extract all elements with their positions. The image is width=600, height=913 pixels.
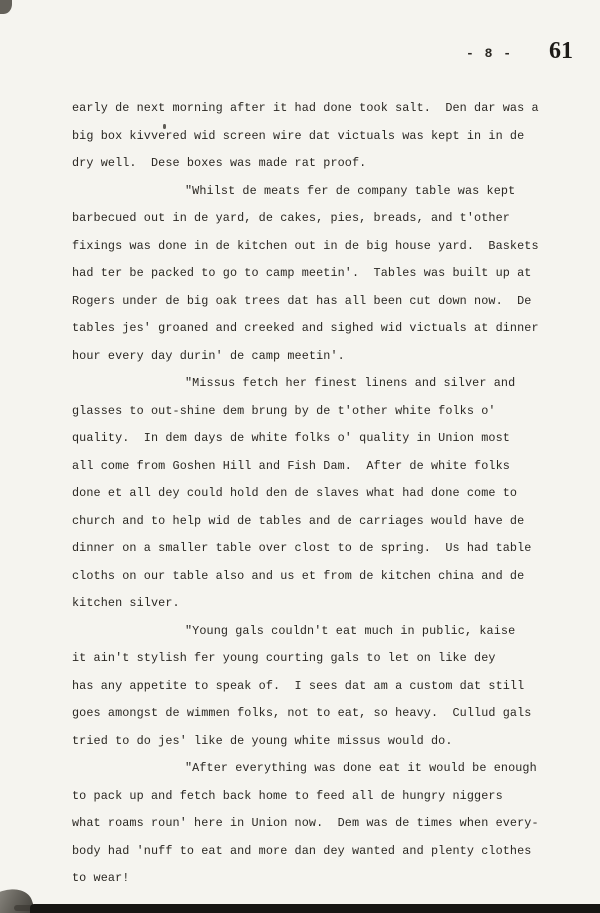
text-line: has any appetite to speak of. I sees dat am a custom dat still xyxy=(72,678,525,693)
text-line: Rogers under de big oak trees dat has all been cut down now. De xyxy=(72,293,532,308)
text-line: "Young gals couldn't eat much in public, kaise xyxy=(185,623,516,638)
document-body xyxy=(72,95,552,893)
text-line: kitchen silver. xyxy=(72,596,180,610)
text-line: cloths on our table also and us et from de kitchen china and de xyxy=(72,568,525,583)
text-line: to wear! xyxy=(72,871,130,885)
text-line: to pack up and fetch back home to feed all de hungry niggers xyxy=(72,788,503,803)
text-line: barbecued out in de yard, de cakes, pies, breads, and t'other xyxy=(72,211,510,225)
text-line: "Missus fetch her finest linens and silver and xyxy=(185,376,516,390)
text-line: church and to help wid de tables and de carriages would have de xyxy=(72,513,525,528)
text-line: done et all dey could hold den de slaves what had done come to xyxy=(72,486,518,500)
text-line: tables jes' groaned and creeked and sighed wid victuals at dinner xyxy=(72,321,539,335)
text-line: dinner on a smaller table over clost to de spring. Us had table xyxy=(72,541,532,555)
text-line: "After everything was done eat it would be enough xyxy=(185,761,537,775)
text-line: dry well. Dese boxes was made rat proof. xyxy=(72,156,367,170)
page-number: 61 xyxy=(549,38,573,64)
text-line: goes amongst de wimmen folks, not to eat, so heavy. Cullud gals xyxy=(72,706,532,720)
text-line: had ter be packed to go to camp meetin'. Tables was built up at xyxy=(72,266,532,280)
text-line: all come from Goshen Hill and Fish Dam. After de white folks xyxy=(72,458,510,473)
text-line: early de next morning after it had done took salt. Den dar was a xyxy=(72,101,539,115)
text-line: quality. In dem days de white folks o' quality in Union most xyxy=(72,431,510,445)
text-line: hour every day durin' de camp meetin'. xyxy=(72,348,345,363)
scan-artifact-bottom-left-smudge xyxy=(0,883,36,913)
text-line: big box kivvered wid screen wire dat victuals was kept in in de xyxy=(72,128,525,143)
text-line: what roams roun' here in Union now. Dem was de times when every- xyxy=(72,816,539,830)
text-line: fixings was done in de kitchen out in de big house yard. Baskets xyxy=(72,238,539,253)
text-line: glasses to out-shine dem brung by de t'other white folks o' xyxy=(72,403,496,418)
page-marker: - 8 - xyxy=(466,46,513,61)
scan-artifact-bottom-bar-fade xyxy=(14,905,44,911)
text-line: body had 'nuff to eat and more dan dey wanted and plenty clothes xyxy=(72,843,532,858)
text-line: it ain't stylish fer young courting gals to let on like dey xyxy=(72,651,496,665)
text-line: tried to do jes' like de young white missus would do. xyxy=(72,733,453,748)
scan-artifact-top-left xyxy=(0,0,12,14)
text-line: "Whilst de meats fer de company table was kept xyxy=(185,183,516,198)
scan-artifact-bottom-bar xyxy=(30,904,600,913)
